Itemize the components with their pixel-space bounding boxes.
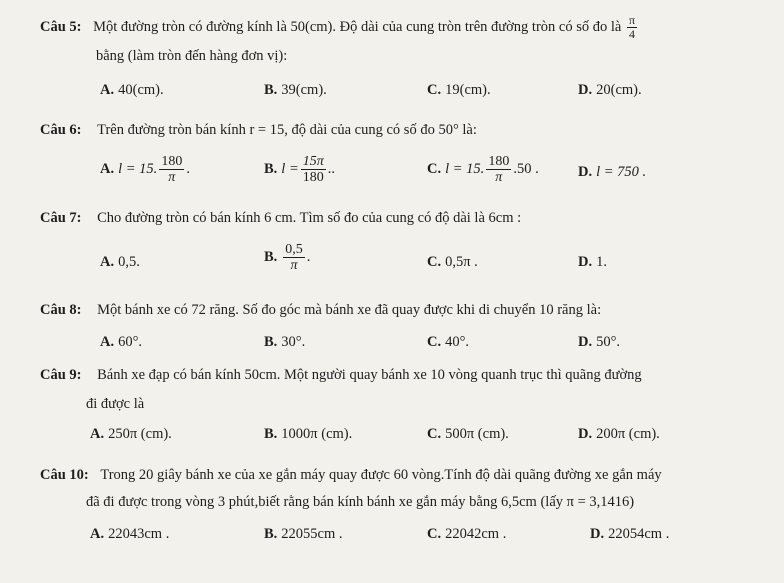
q8-option-d[interactable]	[578, 334, 620, 351]
q5-frac-num: π	[628, 13, 636, 27]
q7-option-d-key: D.	[578, 254, 593, 270]
q6-a-fraction	[159, 154, 184, 185]
q8-text: Một bánh xe có 72 răng. Số đo góc mà bánh xe đã quay được khi di chuyển 10 răng là:	[97, 302, 602, 318]
q9-option-d-value: 200π (cm).	[596, 426, 660, 442]
q5-text1: Một đường tròn có đường kính là 50(cm). Độ dài của cung tròn trên đường tròn có số đo là	[93, 18, 622, 35]
q9-text2: đi được là	[86, 396, 145, 412]
q10-option-a-value: 22043cm .	[108, 526, 170, 542]
q6-b-post: ..	[327, 160, 336, 177]
q9-option-c-value: 500π (cm).	[445, 426, 509, 442]
q6-option-c[interactable]	[427, 154, 539, 185]
q8-option-c-value: 40°.	[445, 334, 470, 350]
q6-option-b-key: B.	[264, 160, 278, 177]
q8-option-d-value: 50°.	[596, 334, 621, 350]
q9-label: Câu 9:	[40, 367, 82, 383]
q5-line1	[40, 14, 639, 41]
q6-c-fraction	[486, 154, 511, 185]
q9-option-a-key: A.	[90, 426, 105, 442]
q6-a-pre: l = 15.	[118, 160, 158, 177]
q5-option-a[interactable]	[100, 82, 164, 99]
q10-option-b-key: B.	[264, 526, 278, 542]
q7-option-c-key: C.	[427, 254, 442, 270]
q10-option-b-value: 22055cm .	[281, 526, 343, 542]
q6-c-num: 180	[488, 154, 510, 169]
q6-b-pre: l =	[281, 160, 299, 177]
q5-option-a-key: A.	[100, 82, 115, 98]
q5-option-d-key: D.	[578, 82, 593, 98]
q6-option-a-key: A.	[100, 160, 115, 177]
q10-option-d-value: 22054cm .	[608, 526, 670, 542]
q8-option-a[interactable]	[100, 334, 142, 351]
q9-option-b[interactable]	[264, 426, 352, 443]
q8-option-b-key: B.	[264, 334, 278, 350]
q10-line1	[40, 467, 662, 484]
q7-b-num: 0,5	[285, 242, 303, 257]
q6-option-a[interactable]	[100, 154, 190, 185]
q9-option-c[interactable]	[427, 426, 509, 443]
q5-option-a-value: 40(cm).	[118, 82, 164, 98]
q8-option-c-key: C.	[427, 334, 442, 350]
q5-option-c-value: 19(cm).	[445, 82, 491, 98]
q6-a-num: 180	[161, 154, 183, 169]
q9-option-d-key: D.	[578, 426, 593, 442]
q9-option-d[interactable]	[578, 426, 660, 443]
q7-option-a[interactable]	[100, 254, 140, 271]
q7-text: Cho đường tròn có bán kính 6 cm. Tìm số đo của cung có độ dài là 6cm :	[97, 210, 522, 226]
q7-option-b-key: B.	[264, 248, 278, 265]
q7-option-d-value: 1.	[596, 254, 607, 270]
q8-option-b[interactable]	[264, 334, 305, 351]
q9-option-c-key: C.	[427, 426, 442, 442]
q6-line	[40, 122, 477, 139]
q8-option-c[interactable]	[427, 334, 469, 351]
q6-b-fraction	[301, 154, 326, 185]
q7-label: Câu 7:	[40, 210, 82, 226]
q9-option-a-value: 250π (cm).	[108, 426, 172, 442]
q8-line	[40, 302, 601, 319]
q10-option-b[interactable]	[264, 526, 343, 543]
q7-option-b[interactable]	[264, 242, 310, 273]
q7-option-a-key: A.	[100, 254, 115, 270]
q6-b-den: 180	[302, 170, 324, 185]
q9-line1	[40, 367, 642, 384]
q6-c-post: .50 .	[513, 160, 539, 177]
q5-option-b-key: B.	[264, 82, 278, 98]
q7-line	[40, 210, 521, 227]
q9-text1: Bánh xe đạp có bán kính 50cm. Một người quay bánh xe 10 vòng quanh trục thì quãng đường	[97, 367, 642, 383]
q10-option-d-key: D.	[590, 526, 605, 542]
q9-option-a[interactable]	[90, 426, 172, 443]
q7-b-post: .	[306, 248, 311, 265]
q7-b-den: π	[290, 258, 298, 273]
q6-c-den: π	[495, 170, 503, 185]
q6-option-d-key: D.	[578, 164, 593, 180]
q10-option-c-key: C.	[427, 526, 442, 542]
q5-option-b-value: 39(cm).	[281, 82, 327, 98]
q8-label: Câu 8:	[40, 302, 82, 318]
q6-c-pre: l = 15.	[445, 160, 485, 177]
q5-frac-den: 4	[628, 27, 635, 41]
q8-option-a-key: A.	[100, 334, 115, 350]
q5-option-c-key: C.	[427, 82, 442, 98]
q9-option-b-value: 1000π (cm).	[281, 426, 353, 442]
q7-b-fraction	[283, 242, 305, 273]
q10-option-d[interactable]	[590, 526, 669, 543]
q6-b-num: 15π	[302, 154, 324, 169]
q7-option-d[interactable]	[578, 254, 607, 271]
q10-label: Câu 10:	[40, 467, 89, 483]
q5-label: Câu 5:	[40, 18, 82, 35]
q6-a-post: .	[186, 160, 190, 177]
q6-d-value: l = 750 .	[596, 164, 647, 180]
q5-text2: bằng (làm tròn đến hàng đơn vị):	[96, 48, 288, 64]
q6-option-c-key: C.	[427, 160, 442, 177]
q8-option-b-value: 30°.	[281, 334, 306, 350]
q5-option-c[interactable]	[427, 82, 491, 99]
q6-a-den: π	[168, 170, 176, 185]
q5-option-d[interactable]	[578, 82, 642, 99]
q10-text2: đã đi được trong vòng 3 phút,biết rằng bán kính bánh xe gắn máy bằng 6,5cm (lấy π = 3,1416)	[86, 494, 635, 510]
q6-option-b[interactable]	[264, 154, 335, 185]
q5-fraction	[627, 14, 637, 41]
q7-option-c-value: 0,5π .	[445, 254, 478, 270]
q10-option-a[interactable]	[90, 526, 169, 543]
q7-option-a-value: 0,5.	[118, 254, 140, 270]
q6-option-d[interactable]	[578, 164, 646, 181]
q5-option-b[interactable]	[264, 82, 327, 99]
q8-option-a-value: 60°.	[118, 334, 143, 350]
q10-text1: Trong 20 giây bánh xe của xe gắn máy quay được 60 vòng.Tính độ dài quãng đường xe gắn máy	[100, 467, 662, 483]
q8-option-d-key: D.	[578, 334, 593, 350]
q9-option-b-key: B.	[264, 426, 278, 442]
q10-option-a-key: A.	[90, 526, 105, 542]
q10-option-c-value: 22042cm .	[445, 526, 507, 542]
q5-option-d-value: 20(cm).	[596, 82, 642, 98]
q10-option-c[interactable]	[427, 526, 506, 543]
q7-option-c[interactable]	[427, 254, 478, 271]
q6-text: Trên đường tròn bán kính r = 15, độ dài của cung có số đo 50° là:	[97, 122, 477, 138]
q6-label: Câu 6:	[40, 122, 82, 138]
